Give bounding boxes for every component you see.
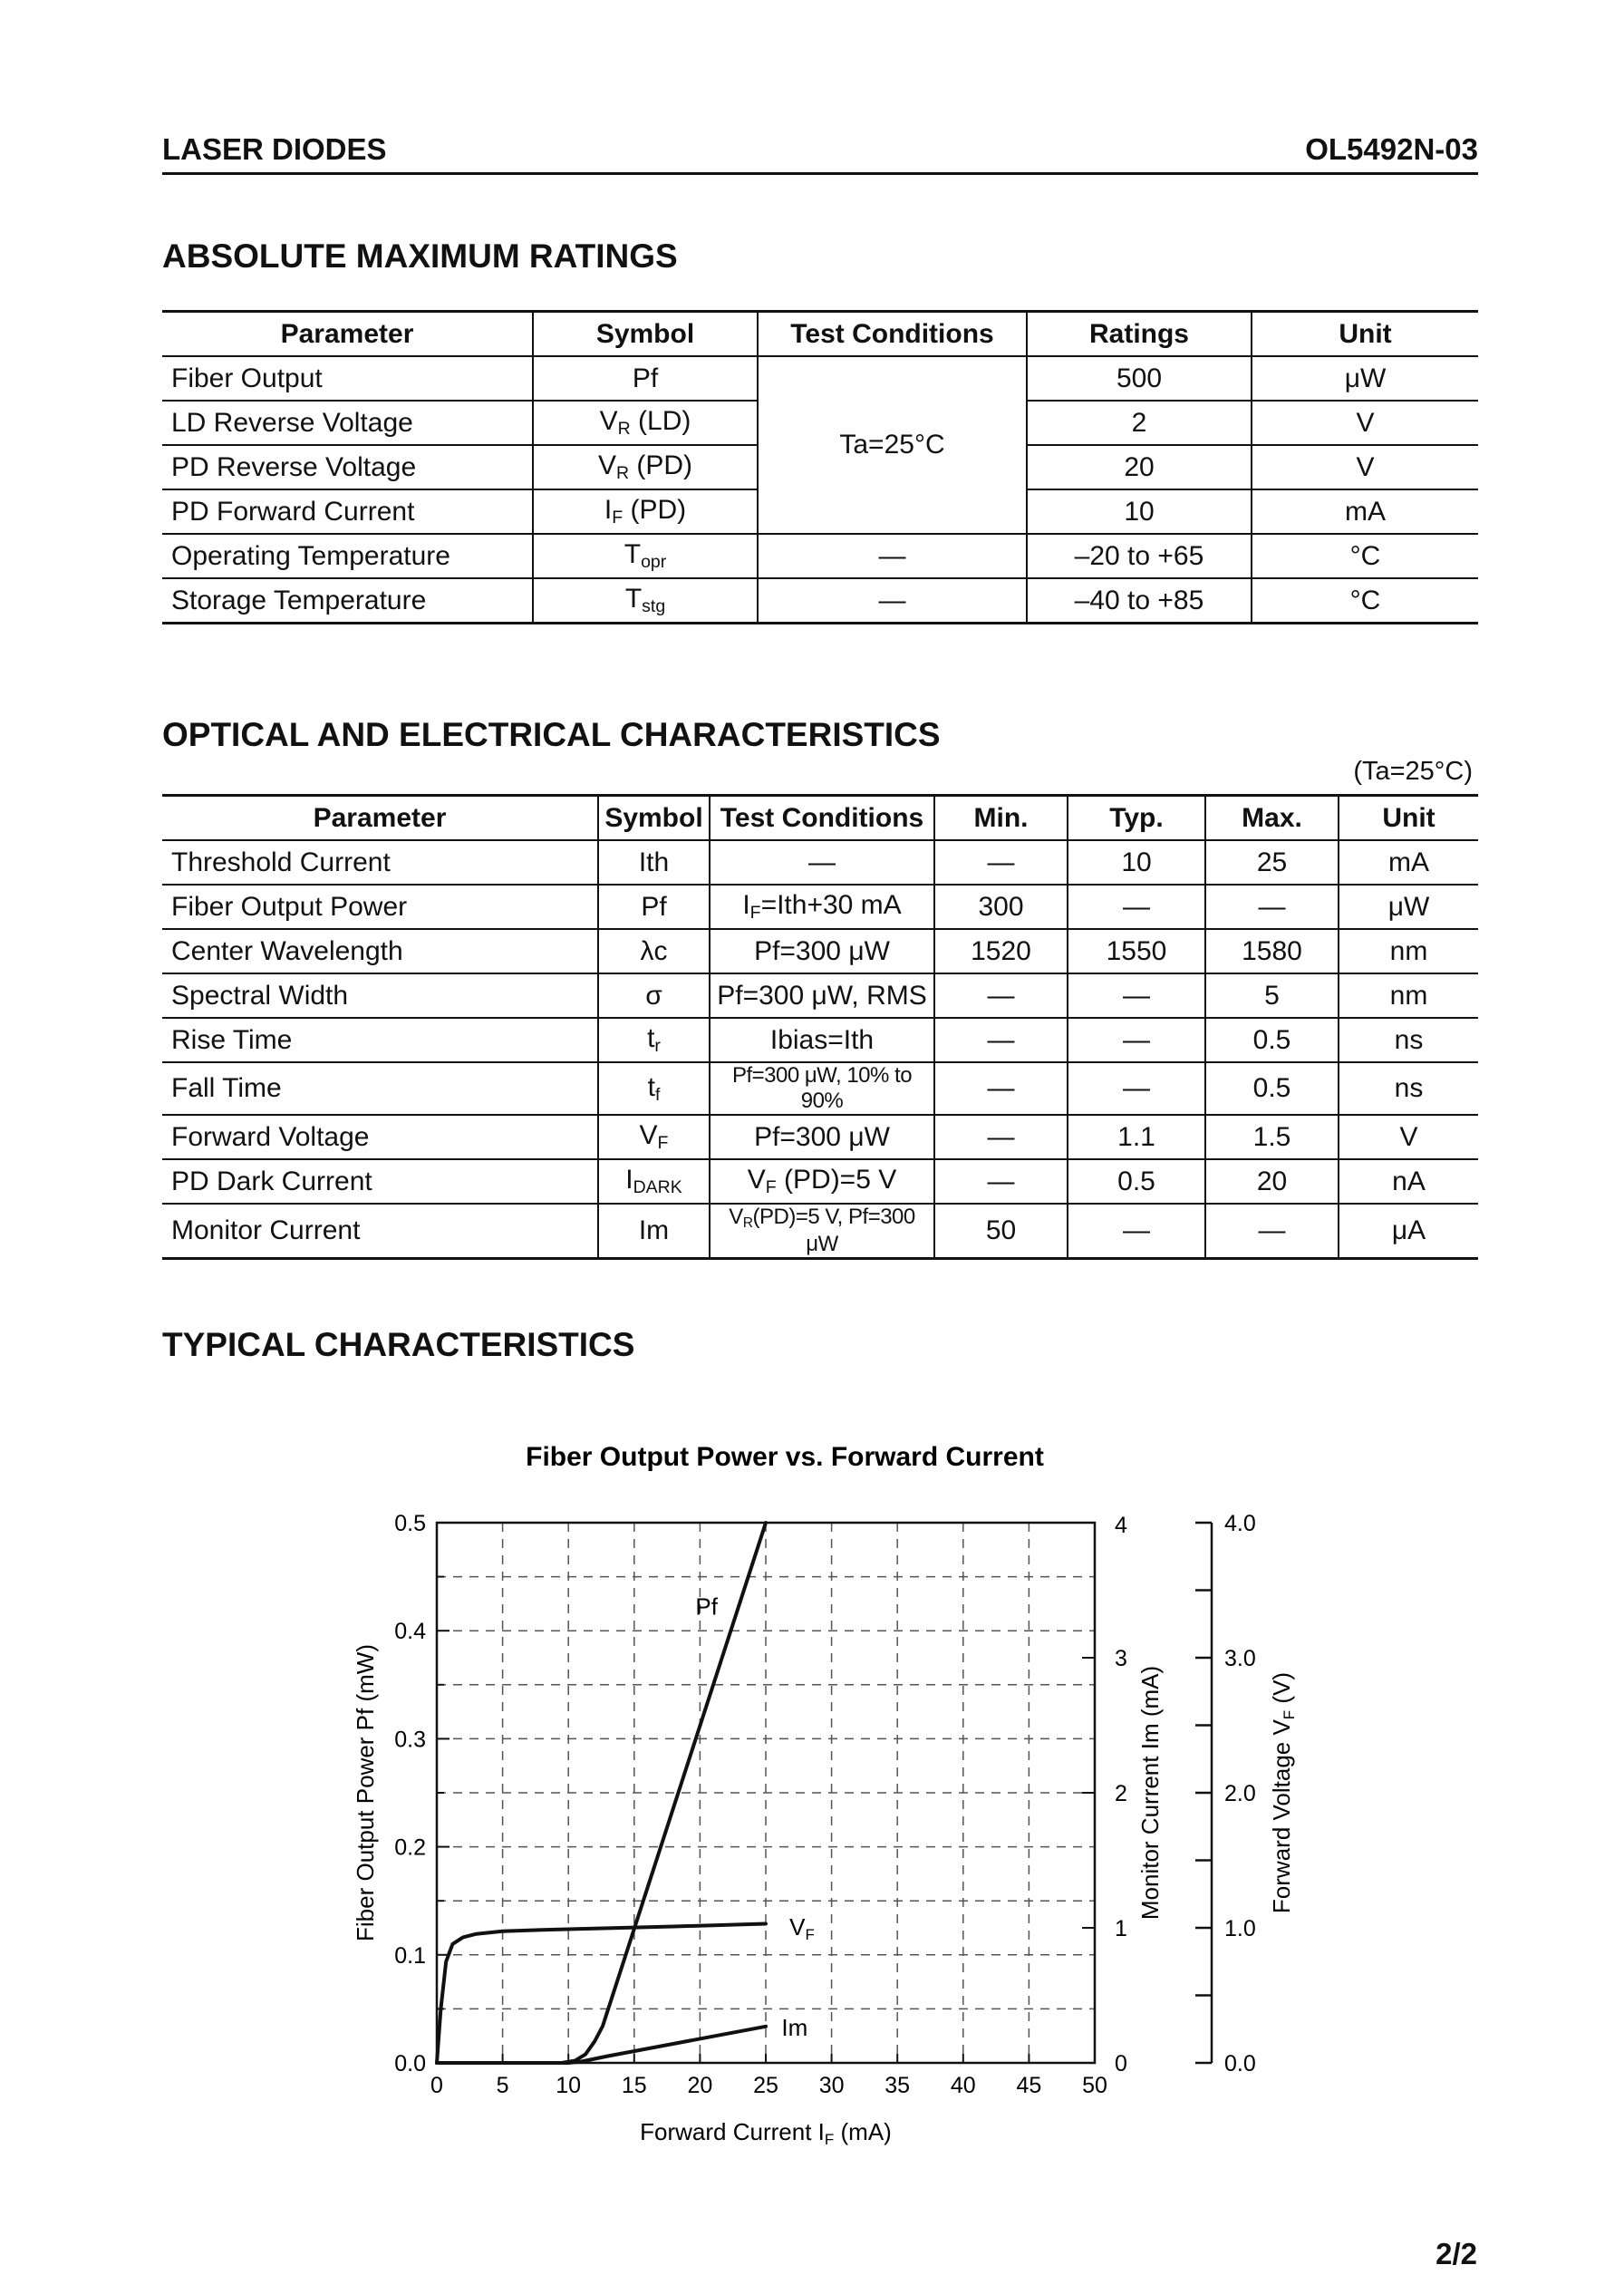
y-right-axis-label: Forward Voltage VF (V) xyxy=(1268,1671,1298,1914)
col-header: Test Conditions xyxy=(758,312,1027,357)
page-number: 2/2 xyxy=(1436,2237,1477,2270)
symbol-cell: $t_f$ xyxy=(598,1062,710,1115)
unit-cell: mA xyxy=(1252,489,1478,534)
y-right-tick-label: 0.0 xyxy=(1224,2051,1256,2076)
typ-cell: — xyxy=(1068,1204,1205,1258)
x-tick-label: 15 xyxy=(621,2073,647,2098)
param-cell: PD Reverse Voltage xyxy=(162,445,533,489)
condition-cell: — xyxy=(710,840,934,885)
symbol-cell: σ xyxy=(598,973,710,1018)
col-header: Test Conditions xyxy=(710,796,934,841)
table-row xyxy=(162,356,1478,401)
unit-cell: ns xyxy=(1339,1062,1478,1115)
unit-cell: nm xyxy=(1339,929,1478,973)
rating-cell: 500 xyxy=(1027,356,1252,401)
min-cell: — xyxy=(934,1062,1068,1115)
unit-cell: V xyxy=(1252,401,1478,445)
condition-cell: $I_F=Ith+30$ mA xyxy=(710,885,934,929)
typ-cell: 10 xyxy=(1068,840,1205,885)
col-header: Parameter xyxy=(162,796,598,841)
x-tick-label: 50 xyxy=(1082,2073,1107,2098)
typ-cell: 1.1 xyxy=(1068,1115,1205,1159)
table-row xyxy=(162,1018,1478,1062)
table-row xyxy=(162,1204,1478,1258)
unit-cell: V xyxy=(1339,1115,1478,1159)
min-cell: — xyxy=(934,1018,1068,1062)
table-row xyxy=(162,1159,1478,1204)
chart-title: Fiber Output Power vs. Forward Current xyxy=(526,1442,1044,1472)
typ-cell: — xyxy=(1068,1062,1205,1115)
y-mid-tick-label: 0 xyxy=(1115,2051,1127,2076)
condition-cell: Pf=300 μW xyxy=(710,1115,934,1159)
col-header: Unit xyxy=(1252,312,1478,357)
param-cell: PD Forward Current xyxy=(162,489,533,534)
condition-cell: Ta=25°C xyxy=(758,356,1027,534)
max-cell: 1580 xyxy=(1205,929,1339,973)
col-header: Min. xyxy=(934,796,1068,841)
symbol-cell: $V_R$ (PD) xyxy=(533,445,758,489)
min-cell: 300 xyxy=(934,885,1068,929)
symbol-cell: $T_{stg}$ xyxy=(533,578,758,624)
condition-cell: $V_F$ (PD)=5 V xyxy=(710,1159,934,1204)
condition-cell: Pf=300 μW xyxy=(710,929,934,973)
series-vf xyxy=(437,1924,766,2064)
abs-max-table xyxy=(162,310,1478,624)
max-cell: 5 xyxy=(1205,973,1339,1018)
symbol-cell: Ith xyxy=(598,840,710,885)
table-row xyxy=(162,1115,1478,1159)
y-mid-axis-label: Monitor Current Im (mA) xyxy=(1136,1665,1164,1921)
param-cell: Forward Voltage xyxy=(162,1115,598,1159)
condition-cell: Pf=300 μW, RMS xyxy=(710,973,934,1018)
x-tick-label: 20 xyxy=(687,2073,713,2098)
max-cell: 0.5 xyxy=(1205,1062,1339,1115)
min-cell: — xyxy=(934,840,1068,885)
y-left-tick-label: 0.1 xyxy=(394,1942,426,1969)
param-cell: Fiber Output xyxy=(162,356,533,401)
y-left-tick-label: 0.5 xyxy=(394,1511,426,1536)
symbol-cell: $I_F$ (PD) xyxy=(533,489,758,534)
series-label-im: Im xyxy=(781,2013,808,2041)
max-cell: 20 xyxy=(1205,1159,1339,1204)
typ-cell: 1550 xyxy=(1068,929,1205,973)
symbol-cell: $I_{DARK}$ xyxy=(598,1159,710,1204)
unit-cell: ns xyxy=(1339,1018,1478,1062)
rating-cell: –40 to +85 xyxy=(1027,578,1252,624)
param-cell: Threshold Current xyxy=(162,840,598,885)
header-category: LASER DIODES xyxy=(162,132,387,166)
unit-cell: μW xyxy=(1339,885,1478,929)
symbol-cell: $T_{opr}$ xyxy=(533,534,758,578)
param-cell: Fiber Output Power xyxy=(162,885,598,929)
y-left-tick-label: 0.0 xyxy=(394,2051,426,2076)
max-cell: — xyxy=(1205,885,1339,929)
max-cell: — xyxy=(1205,1204,1339,1258)
x-tick-label: 40 xyxy=(950,2073,976,2098)
table-row xyxy=(162,929,1478,973)
unit-cell: μA xyxy=(1339,1204,1478,1258)
symbol-cell: $t_r$ xyxy=(598,1018,710,1062)
unit-cell: °C xyxy=(1252,534,1478,578)
condition-cell: — xyxy=(758,578,1027,624)
series-label-pf: Pf xyxy=(695,1592,718,1621)
condition-cell: — xyxy=(758,534,1027,578)
typ-cell: — xyxy=(1068,1018,1205,1062)
col-header: Ratings xyxy=(1027,312,1252,357)
col-header: Typ. xyxy=(1068,796,1205,841)
min-cell: 1520 xyxy=(934,929,1068,973)
unit-cell: °C xyxy=(1252,578,1478,624)
max-cell: 25 xyxy=(1205,840,1339,885)
min-cell: — xyxy=(934,1159,1068,1204)
max-cell: 1.5 xyxy=(1205,1115,1339,1159)
param-cell: Spectral Width xyxy=(162,973,598,1018)
symbol-cell: $V_R$ (LD) xyxy=(533,401,758,445)
condition-cell: $V_R(PD)=5$ V, Pf=300 μW xyxy=(710,1204,934,1258)
table-row xyxy=(162,1062,1478,1115)
y-left-tick-label: 0.4 xyxy=(394,1619,426,1645)
y-left-tick-label: 0.3 xyxy=(394,1727,426,1753)
pf-if-chart xyxy=(0,1414,1624,2166)
y-left-tick-label: 0.2 xyxy=(394,1834,426,1861)
param-cell: Storage Temperature xyxy=(162,578,533,624)
y-mid-tick-label: 4 xyxy=(1115,1513,1127,1538)
table-row xyxy=(162,534,1478,578)
param-cell: Monitor Current xyxy=(162,1204,598,1258)
unit-cell: mA xyxy=(1339,840,1478,885)
x-tick-label: 30 xyxy=(818,2073,845,2098)
table-row xyxy=(162,885,1478,929)
page-header xyxy=(162,127,1478,175)
rating-cell: 20 xyxy=(1027,445,1252,489)
param-cell: Operating Temperature xyxy=(162,534,533,578)
max-cell: 0.5 xyxy=(1205,1018,1339,1062)
x-tick-label: 45 xyxy=(1016,2073,1042,2098)
typ-cell: — xyxy=(1068,973,1205,1018)
typ-cell: — xyxy=(1068,885,1205,929)
x-tick-label: 35 xyxy=(884,2073,911,2098)
abs-max-title: ABSOLUTE MAXIMUM RATINGS xyxy=(162,237,678,275)
x-tick-label: 5 xyxy=(496,2073,509,2098)
table-row xyxy=(162,840,1478,885)
min-cell: — xyxy=(934,1115,1068,1159)
y-right-tick-label: 3.0 xyxy=(1224,1646,1256,1671)
y-right-tick-label: 4.0 xyxy=(1224,1511,1256,1536)
unit-cell: nA xyxy=(1339,1159,1478,1204)
condition-cell: Pf=300 μW, 10% to 90% xyxy=(710,1062,934,1115)
x-tick-label: 10 xyxy=(556,2073,582,2098)
tick-labels xyxy=(394,1511,1256,2098)
param-cell: LD Reverse Voltage xyxy=(162,401,533,445)
condition-cell: Ibias=Ith xyxy=(710,1018,934,1062)
y-right-tick-label: 2.0 xyxy=(1224,1781,1256,1806)
typical-title: TYPICAL CHARACTERISTICS xyxy=(162,1326,635,1363)
symbol-cell: λc xyxy=(598,929,710,973)
symbol-cell: Pf xyxy=(598,885,710,929)
ambient-note: (Ta=25°C) xyxy=(1353,757,1473,786)
col-header: Parameter xyxy=(162,312,533,357)
y-mid-tick-label: 1 xyxy=(1115,1916,1127,1941)
col-header: Unit xyxy=(1339,796,1478,841)
param-cell: PD Dark Current xyxy=(162,1159,598,1204)
grid-lines xyxy=(437,1523,1095,2063)
typ-cell: 0.5 xyxy=(1068,1159,1205,1204)
symbol-cell: Im xyxy=(598,1204,710,1258)
rating-cell: –20 to +65 xyxy=(1027,534,1252,578)
header-part-number: OL5492N-03 xyxy=(1305,132,1478,166)
min-cell: — xyxy=(934,973,1068,1018)
y-left-axis-label: Fiber Output Power Pf (mW) xyxy=(352,1644,379,1941)
table-row xyxy=(162,973,1478,1018)
unit-cell: V xyxy=(1252,445,1478,489)
rating-cell: 2 xyxy=(1027,401,1252,445)
param-cell: Rise Time xyxy=(162,1018,598,1062)
series-label-vf: VF xyxy=(789,1913,815,1943)
opt-char-table xyxy=(162,794,1478,1260)
min-cell: 50 xyxy=(934,1204,1068,1258)
unit-cell: μW xyxy=(1252,356,1478,401)
rating-cell: 10 xyxy=(1027,489,1252,534)
x-tick-label: 0 xyxy=(430,2073,443,2098)
unit-cell: nm xyxy=(1339,973,1478,1018)
symbol-cell: Pf xyxy=(533,356,758,401)
param-cell: Fall Time xyxy=(162,1062,598,1115)
x-tick-label: 25 xyxy=(753,2073,778,2098)
opt-char-title: OPTICAL AND ELECTRICAL CHARACTERISTICS xyxy=(162,716,941,753)
y-mid-tick-label: 3 xyxy=(1115,1646,1127,1671)
y-mid-tick-label: 2 xyxy=(1115,1781,1127,1806)
param-cell: Center Wavelength xyxy=(162,929,598,973)
table-row xyxy=(162,578,1478,624)
symbol-cell: $V_F$ xyxy=(598,1115,710,1159)
x-axis-label: Forward Current IF (mA) xyxy=(640,2118,892,2148)
col-header: Symbol xyxy=(598,796,710,841)
col-header: Max. xyxy=(1205,796,1339,841)
col-header: Symbol xyxy=(533,312,758,357)
y-right-tick-label: 1.0 xyxy=(1224,1916,1256,1941)
